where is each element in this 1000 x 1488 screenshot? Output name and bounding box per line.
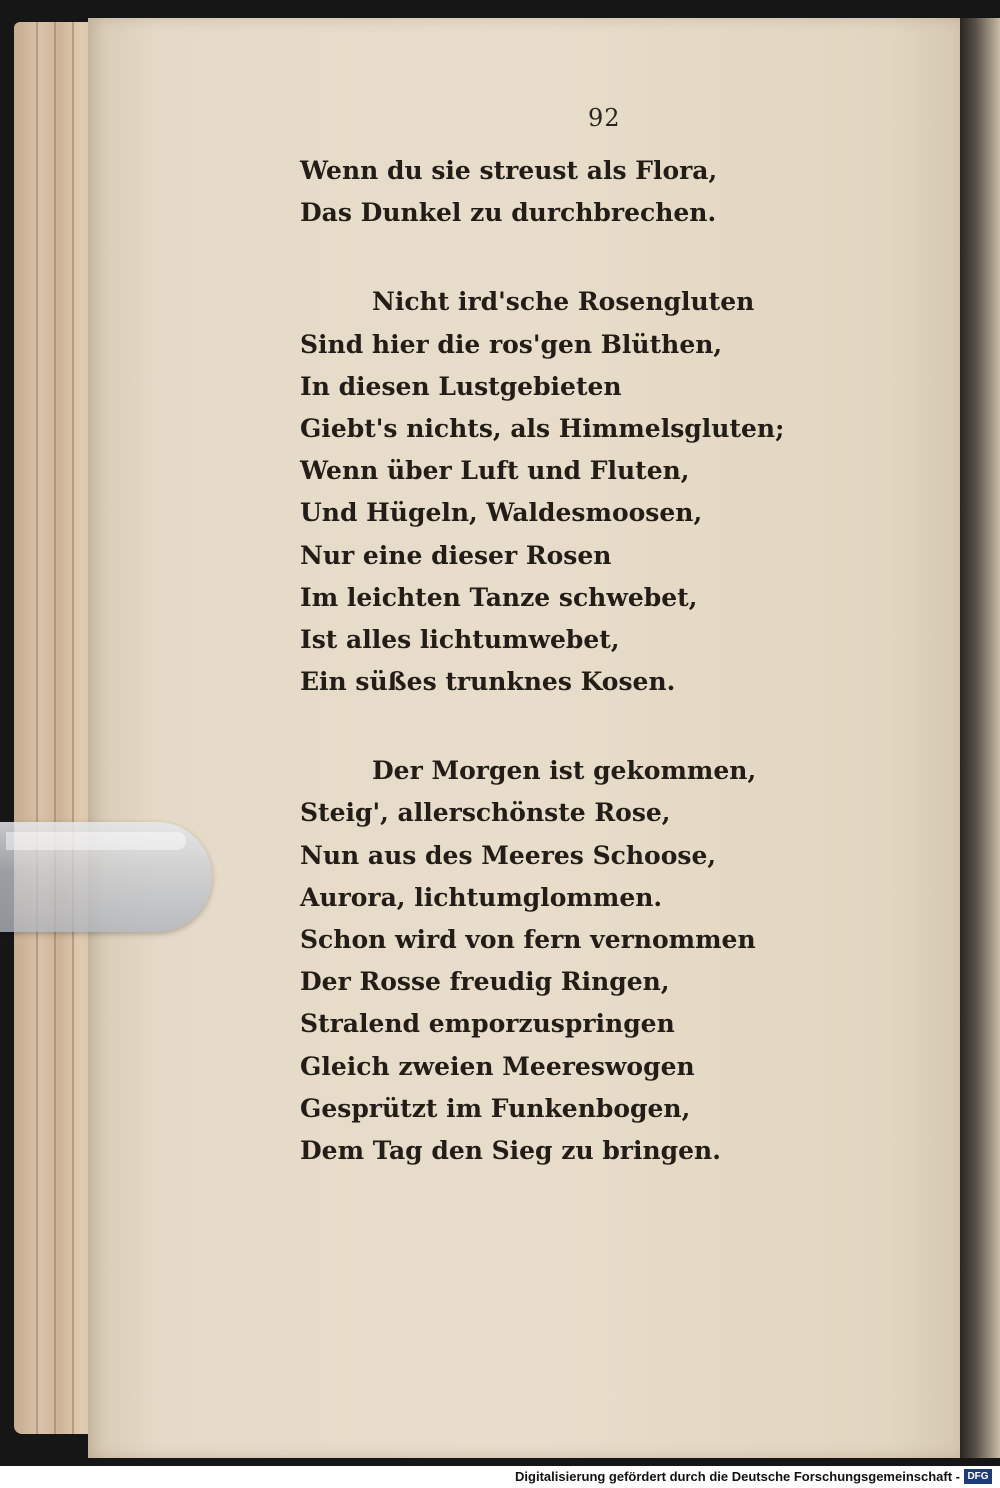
poem-line: Giebt's nichts, als Himmelsgluten; bbox=[300, 413, 785, 443]
poem-line: Sind hier die ros'gen Blüthen, bbox=[300, 329, 723, 359]
page-number: 92 bbox=[588, 104, 621, 132]
poem-line: Nicht ird'sche Rosengluten bbox=[372, 287, 755, 317]
poem-line: Und Hügeln, Waldesmoosen, bbox=[300, 498, 703, 528]
poem-line: Ist alles lichtumwebet, bbox=[300, 624, 620, 654]
poem-line: Gleich zweien Meereswogen bbox=[300, 1051, 695, 1081]
poem-line: Wenn du sie streust als Flora, bbox=[300, 156, 718, 185]
poem-line: Der Rosse freudig Ringen, bbox=[300, 967, 670, 997]
poem-line: Ein süßes trunknes Kosen. bbox=[300, 667, 676, 697]
stanza-3 bbox=[300, 750, 757, 1172]
dfg-logo-icon: DFG bbox=[964, 1469, 992, 1484]
poem-line: Nur eine dieser Rosen bbox=[300, 540, 612, 570]
poem-line: Nun aus des Meeres Schoose, bbox=[300, 840, 717, 870]
footer-credit: Digitalisierung gefördert durch die Deutsche Forschungsgemeinschaft - bbox=[515, 1469, 960, 1484]
stanza-1 bbox=[300, 150, 720, 234]
page-holder-clip bbox=[0, 822, 212, 932]
poem-line: Wenn über Luft und Fluten, bbox=[300, 456, 690, 486]
footer-bar bbox=[0, 1466, 1000, 1488]
page-gutter-shadow bbox=[960, 18, 1000, 1458]
poem-line: Der Morgen ist gekommen, bbox=[372, 756, 757, 786]
poem-line: Dem Tag den Sieg zu bringen. bbox=[300, 1135, 721, 1165]
poem-line: Steig', allerschönste Rose, bbox=[300, 798, 671, 828]
poem-line: Gesprützt im Funkenbogen, bbox=[300, 1093, 691, 1123]
poem-line: Das Dunkel zu durchbrechen. bbox=[300, 198, 717, 228]
stanza-2 bbox=[300, 281, 785, 703]
poem-line: Im leichten Tanze schwebet, bbox=[300, 582, 698, 612]
clip-shine bbox=[6, 832, 186, 850]
poem-text bbox=[300, 150, 785, 1219]
poem-line: In diesen Lustgebieten bbox=[300, 371, 622, 401]
poem-line: Stralend emporzuspringen bbox=[300, 1009, 675, 1039]
poem-line: Aurora, lichtumglommen. bbox=[300, 882, 663, 912]
poem-line: Schon wird von fern vernommen bbox=[300, 925, 756, 954]
